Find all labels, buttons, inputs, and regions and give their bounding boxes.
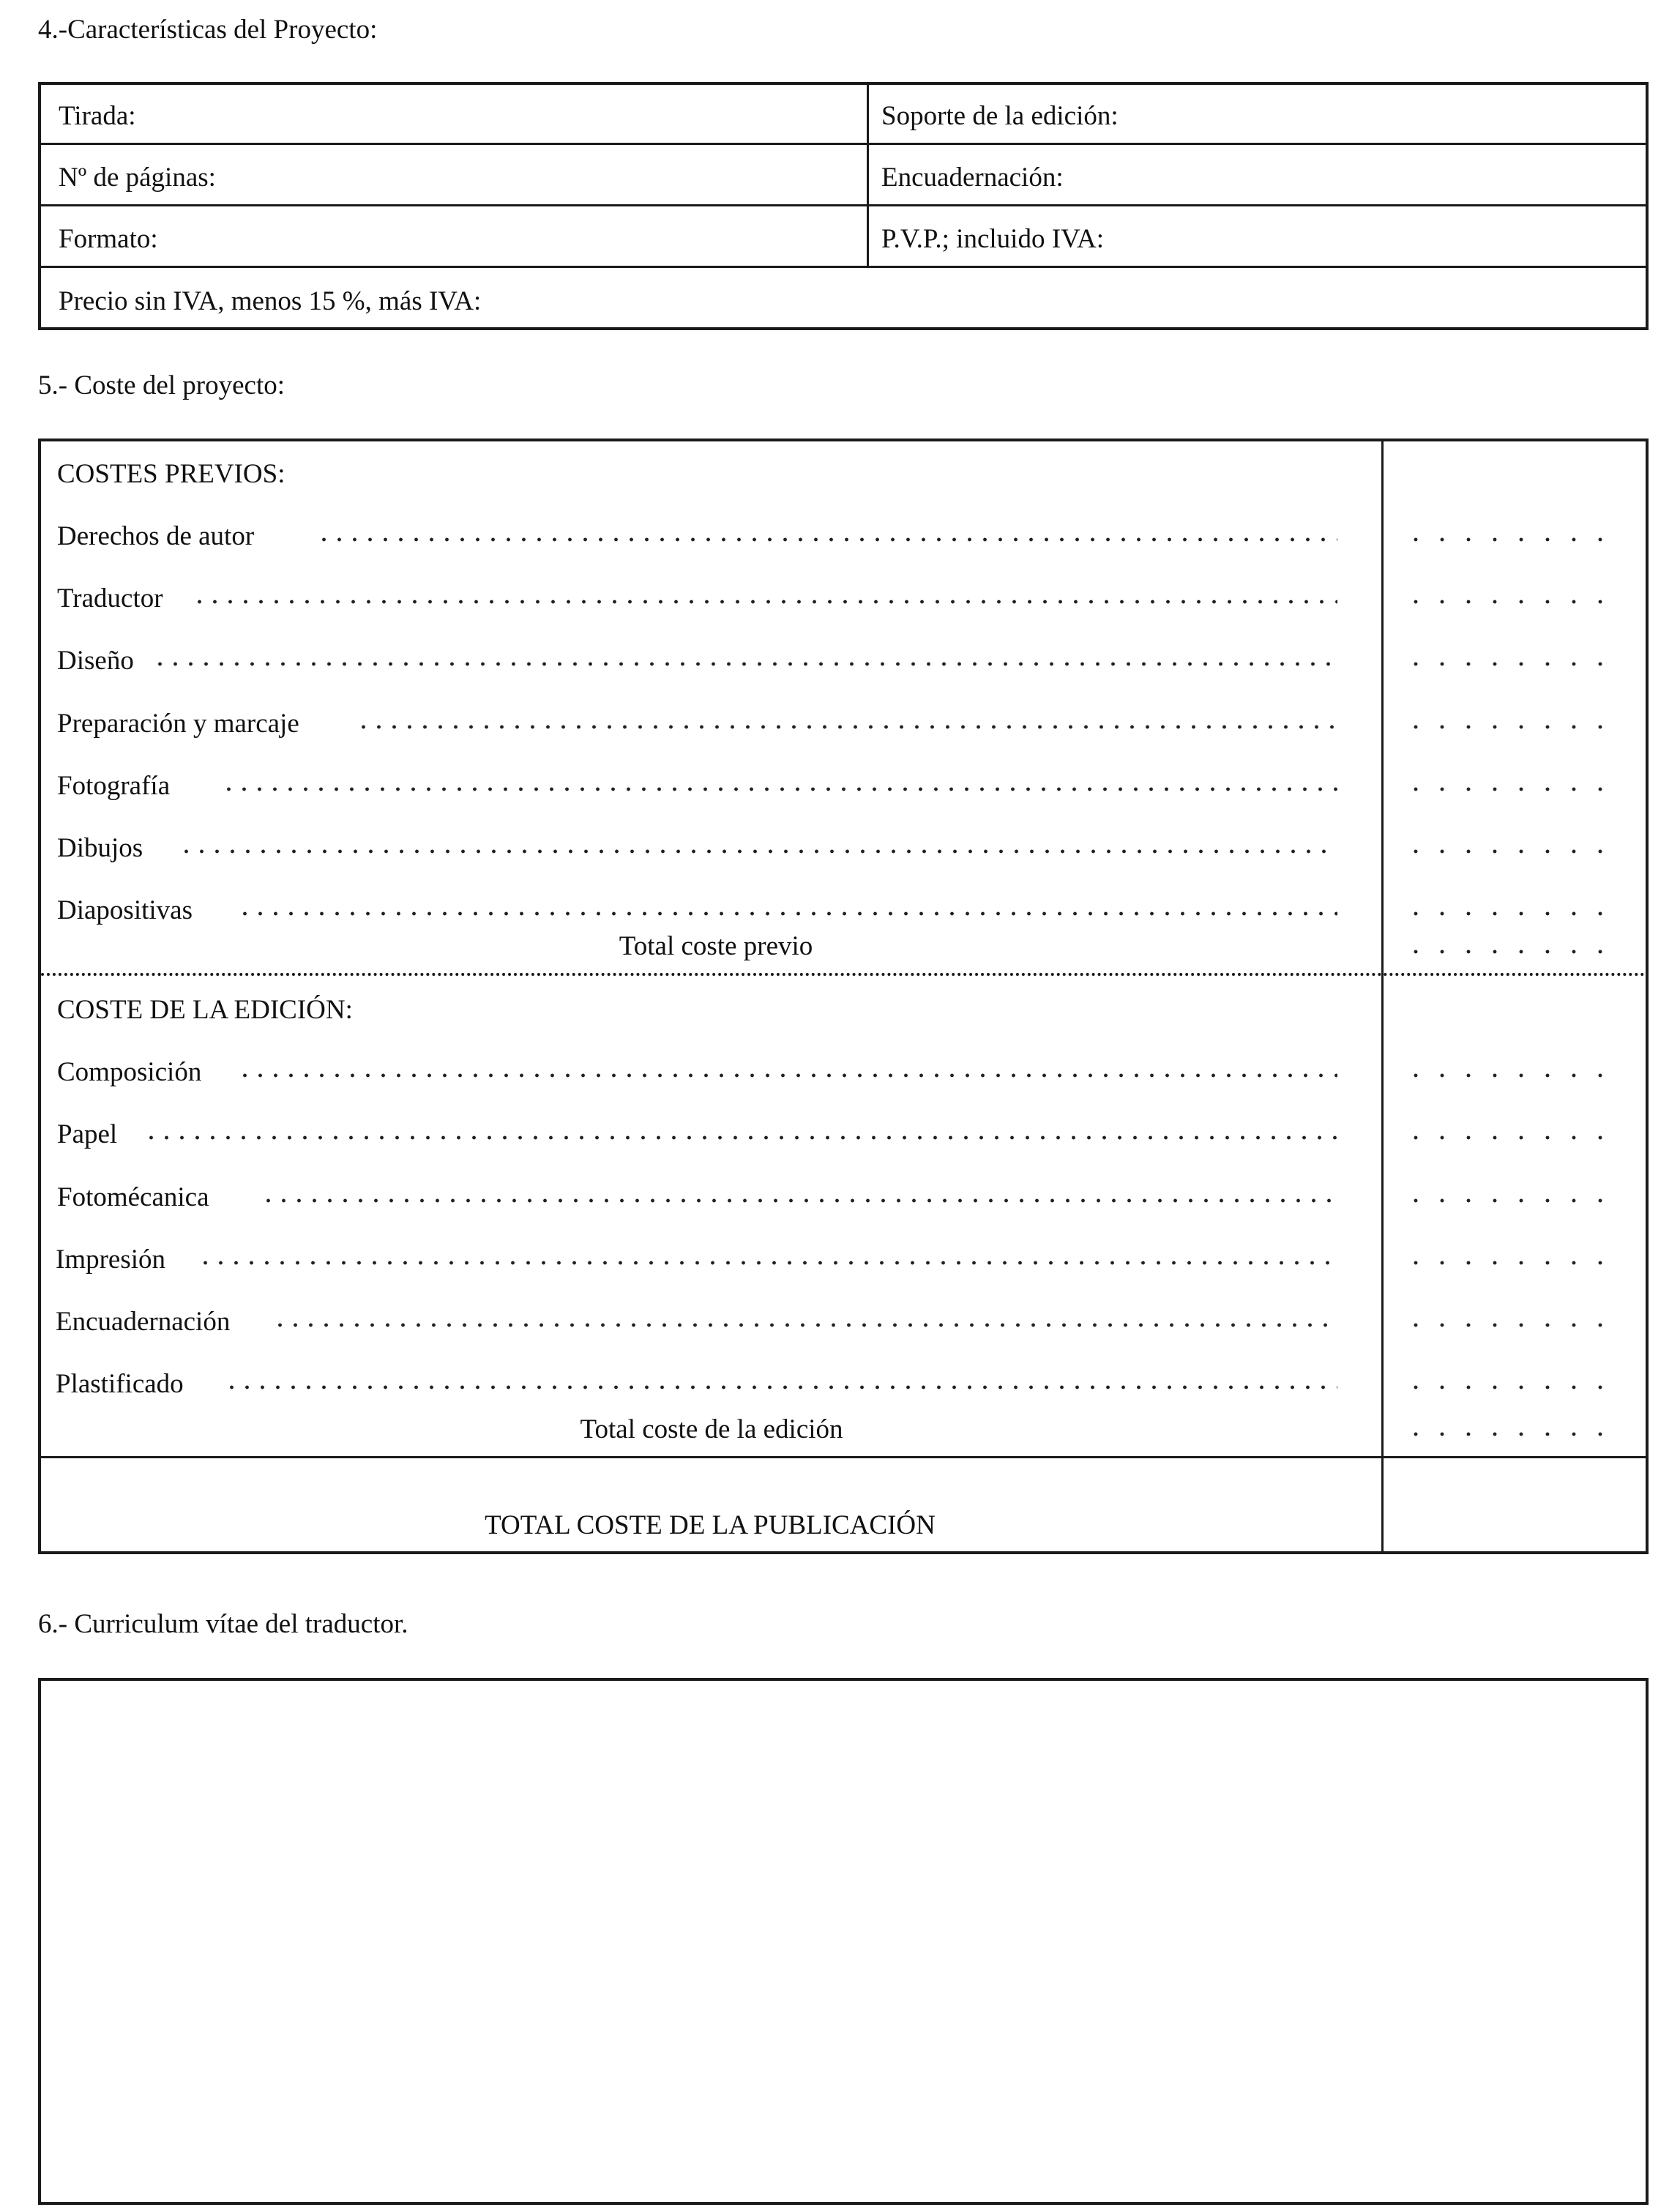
total-previo-amount-dots [1403, 949, 1615, 955]
coste-edicion-title: COSTE DE LA EDICIÓN: [57, 995, 353, 1025]
cost-item-plastificado: Plastificado [56, 1369, 184, 1399]
curriculum-vitae-box [38, 1678, 1649, 2205]
amount-dots [1403, 537, 1615, 542]
cost-item-derechos-autor: Derechos de autor [57, 521, 255, 551]
amount-dots [1403, 1198, 1615, 1204]
cost-item-diseno: Diseño [57, 646, 134, 676]
cost-item-encuadernacion: Encuadernación [56, 1307, 231, 1337]
amount-dots [1403, 1322, 1615, 1328]
num-paginas-label: Nº de páginas: [59, 163, 216, 193]
amount-dots [1403, 1384, 1615, 1390]
tirada-label: Tirada: [59, 101, 136, 131]
section6-heading: 6.- Curriculum vítae del traductor. [38, 1609, 408, 1639]
cost-item-diapositivas: Diapositivas [57, 895, 193, 925]
cost-item-composicion: Composición [57, 1057, 202, 1087]
amount-dots [1403, 848, 1615, 854]
cost-item-dibujos: Dibujos [57, 833, 143, 863]
leader-dots [261, 1198, 1337, 1204]
cost-item-impresion: Impresión [56, 1245, 166, 1275]
total-coste-previo-label: Total coste previo [619, 931, 813, 961]
leader-dots [179, 848, 1337, 854]
amount-dots [1403, 661, 1615, 667]
cost-item-fotografia: Fotografía [57, 771, 171, 801]
amount-dots [1403, 1135, 1615, 1141]
precio-sin-iva-label: Precio sin IVA, menos 15 %, más IVA: [59, 286, 482, 316]
soporte-edicion-label: Soporte de la edición: [881, 101, 1119, 131]
leader-dots [198, 1260, 1337, 1266]
leader-dots [152, 661, 1337, 667]
leader-dots [356, 724, 1337, 730]
amount-dots [1403, 786, 1615, 792]
section4-heading: 4.-Características del Proyecto: [38, 15, 378, 45]
section5-heading: 5.- Coste del proyecto: [38, 370, 285, 400]
leader-dots [192, 599, 1337, 605]
formato-label: Formato: [59, 224, 158, 254]
leader-dots [221, 786, 1337, 792]
cost-item-preparacion: Preparación y marcaje [57, 709, 299, 739]
amount-dots [1403, 599, 1615, 605]
leader-dots [237, 911, 1337, 917]
total-coste-edicion-label: Total coste de la edición [580, 1414, 843, 1444]
leader-dots [272, 1322, 1337, 1328]
amount-dots [1403, 1072, 1615, 1078]
amount-dots [1403, 911, 1615, 917]
leader-dots [143, 1135, 1337, 1141]
encuadernacion-label: Encuadernación: [881, 163, 1064, 193]
total-edicion-amount-dots [1403, 1431, 1615, 1437]
pvp-label: P.V.P.; incluido IVA: [881, 224, 1104, 254]
cost-item-fotomecanica: Fotomécanica [57, 1182, 209, 1212]
leader-dots [237, 1072, 1337, 1078]
amount-dots [1403, 1260, 1615, 1266]
amount-dots [1403, 724, 1615, 730]
leader-dots [316, 537, 1337, 542]
leader-dots [224, 1384, 1337, 1390]
costes-previos-title: COSTES PREVIOS: [57, 459, 285, 489]
cost-item-traductor: Traductor [57, 583, 163, 613]
cost-item-papel: Papel [57, 1119, 118, 1149]
total-coste-publicacion-label: TOTAL COSTE DE LA PUBLICACIÓN [485, 1510, 936, 1540]
